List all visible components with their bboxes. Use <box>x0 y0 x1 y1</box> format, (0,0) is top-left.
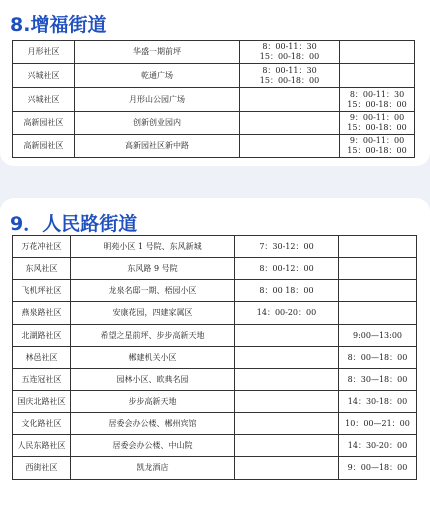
section-title-renminlu: 9．人民路街道 <box>10 213 138 235</box>
community-cell: 林邑社区 <box>13 347 71 369</box>
time-cell-secondary-line: 8：30—18：00 <box>347 374 408 384</box>
table-row <box>13 236 417 258</box>
time-cell-secondary <box>340 64 415 88</box>
location-cell: 高新园社区新中路 <box>75 135 240 158</box>
time-cell-secondary <box>339 391 417 413</box>
table-row <box>13 280 417 302</box>
time-cell-primary-line: 8：00-11：30 <box>262 65 317 75</box>
time-cell-secondary <box>339 258 417 280</box>
location-cell: 龙泉名邸一期、梧园小区 <box>71 280 235 302</box>
location-cell: 安康花园，四建家属区 <box>71 302 235 325</box>
time-cell-secondary <box>340 112 415 135</box>
time-cell-secondary <box>340 135 415 158</box>
location-cell: 乾通广场 <box>75 64 240 88</box>
table-row <box>13 369 417 391</box>
community-cell: 国庆北路社区 <box>13 391 71 413</box>
time-cell-secondary <box>339 280 417 302</box>
table-row <box>13 302 417 325</box>
time-cell-primary <box>235 325 339 347</box>
time-cell-secondary-line: 8：00—18：00 <box>347 352 408 362</box>
time-cell-primary <box>235 347 339 369</box>
location-cell: 居委会办公楼、郴州宾馆 <box>71 413 235 435</box>
time-cell-primary <box>235 302 339 325</box>
time-cell-primary <box>235 413 339 435</box>
location-cell: 华盛一期前坪 <box>75 41 240 64</box>
time-cell-primary-line: 7：30-12：00 <box>259 241 314 251</box>
community-cell: 飞机坪社区 <box>13 280 71 302</box>
time-cell-secondary-line: 15：00-18：00 <box>347 123 407 132</box>
time-cell-primary-line: 8：00 18：00 <box>259 285 314 295</box>
time-cell-primary-line: 14：00-20：00 <box>256 308 317 317</box>
time-cell-primary-line: 15：00-18：00 <box>259 52 320 61</box>
time-cell-secondary <box>340 41 415 64</box>
time-cell-primary <box>235 280 339 302</box>
table-row <box>13 88 415 112</box>
time-cell-primary <box>235 258 339 280</box>
time-cell-primary-line: 8：00-11：30 <box>262 42 317 51</box>
community-cell: 高新园社区 <box>13 112 75 135</box>
time-cell-primary <box>240 41 340 64</box>
table-row <box>13 413 417 435</box>
community-cell: 万花冲社区 <box>13 236 71 258</box>
table-row <box>13 64 415 88</box>
location-cell: 明苑小区 1 号院、东风新城 <box>71 236 235 258</box>
time-cell-secondary <box>339 347 417 369</box>
community-cell: 人民东路社区 <box>13 435 71 457</box>
location-cell: 东风路 9 号院 <box>71 258 235 280</box>
time-cell-secondary-line: 15：00-18：00 <box>347 99 407 109</box>
time-cell-secondary <box>339 236 417 258</box>
time-cell-secondary <box>339 457 417 480</box>
location-cell: 步步高新天地 <box>71 391 235 413</box>
time-cell-primary <box>240 135 340 158</box>
time-cell-secondary-line: 8：00-11：30 <box>349 89 405 99</box>
time-cell-primary-line: 8：00-12：00 <box>259 263 314 273</box>
time-cell-secondary <box>339 413 417 435</box>
community-cell: 北湖路社区 <box>13 325 71 347</box>
time-cell-primary <box>235 369 339 391</box>
table-row <box>13 41 415 64</box>
time-cell-secondary <box>340 88 415 112</box>
location-cell: 凯龙酒店 <box>71 457 235 480</box>
location-cell: 月形山公园广场 <box>75 88 240 112</box>
location-cell: 创新创业园内 <box>75 112 240 135</box>
time-cell-secondary <box>339 325 417 347</box>
community-cell: 西街社区 <box>13 457 71 480</box>
location-cell: 园林小区、欧典名园 <box>71 369 235 391</box>
time-cell-primary <box>235 236 339 258</box>
community-cell: 文化路社区 <box>13 413 71 435</box>
time-cell-secondary-line: 9:00—13:00 <box>352 330 403 340</box>
time-cell-primary <box>235 391 339 413</box>
table-row <box>13 391 417 413</box>
table-row <box>13 135 415 158</box>
community-cell: 月形社区 <box>13 41 75 64</box>
location-cell: 居委会办公楼、中山院 <box>71 435 235 457</box>
community-cell: 燕泉路社区 <box>13 302 71 325</box>
table-row <box>13 325 417 347</box>
time-cell-secondary-line: 15：00-18：00 <box>347 146 407 155</box>
table-row <box>13 435 417 457</box>
time-cell-primary <box>240 88 340 112</box>
community-cell: 兴城社区 <box>13 88 75 112</box>
table-row <box>13 347 417 369</box>
community-cell: 东风社区 <box>13 258 71 280</box>
schedule-table-renminlu <box>12 235 417 480</box>
schedule-table-zengfu <box>12 40 415 158</box>
time-cell-secondary-line: 9：00-11：00 <box>349 113 405 122</box>
time-cell-secondary-line: 14：30-20：00 <box>347 440 408 450</box>
time-cell-secondary-line: 9：00—18：00 <box>347 463 408 472</box>
time-cell-primary-line: 15：00-18：00 <box>259 75 320 85</box>
location-cell: 希望之星前坪、步步高新天地 <box>71 325 235 347</box>
community-cell: 兴城社区 <box>13 64 75 88</box>
table-row <box>13 457 417 480</box>
community-cell: 高新园社区 <box>13 135 75 158</box>
time-cell-primary <box>235 457 339 480</box>
time-cell-secondary <box>339 435 417 457</box>
community-cell: 五连冠社区 <box>13 369 71 391</box>
time-cell-secondary <box>339 369 417 391</box>
time-cell-primary <box>240 64 340 88</box>
table-row <box>13 112 415 135</box>
time-cell-secondary <box>339 302 417 325</box>
section-title-zengfu: 8.增福街道 <box>10 14 107 36</box>
time-cell-secondary-line: 10：00—21：00 <box>345 418 410 428</box>
time-cell-secondary-line: 9：00-11：00 <box>349 136 405 145</box>
time-cell-primary <box>235 435 339 457</box>
table-row <box>13 258 417 280</box>
time-cell-secondary-line: 14：30-18：00 <box>347 396 408 406</box>
time-cell-primary <box>240 112 340 135</box>
location-cell: 郴建机关小区 <box>71 347 235 369</box>
